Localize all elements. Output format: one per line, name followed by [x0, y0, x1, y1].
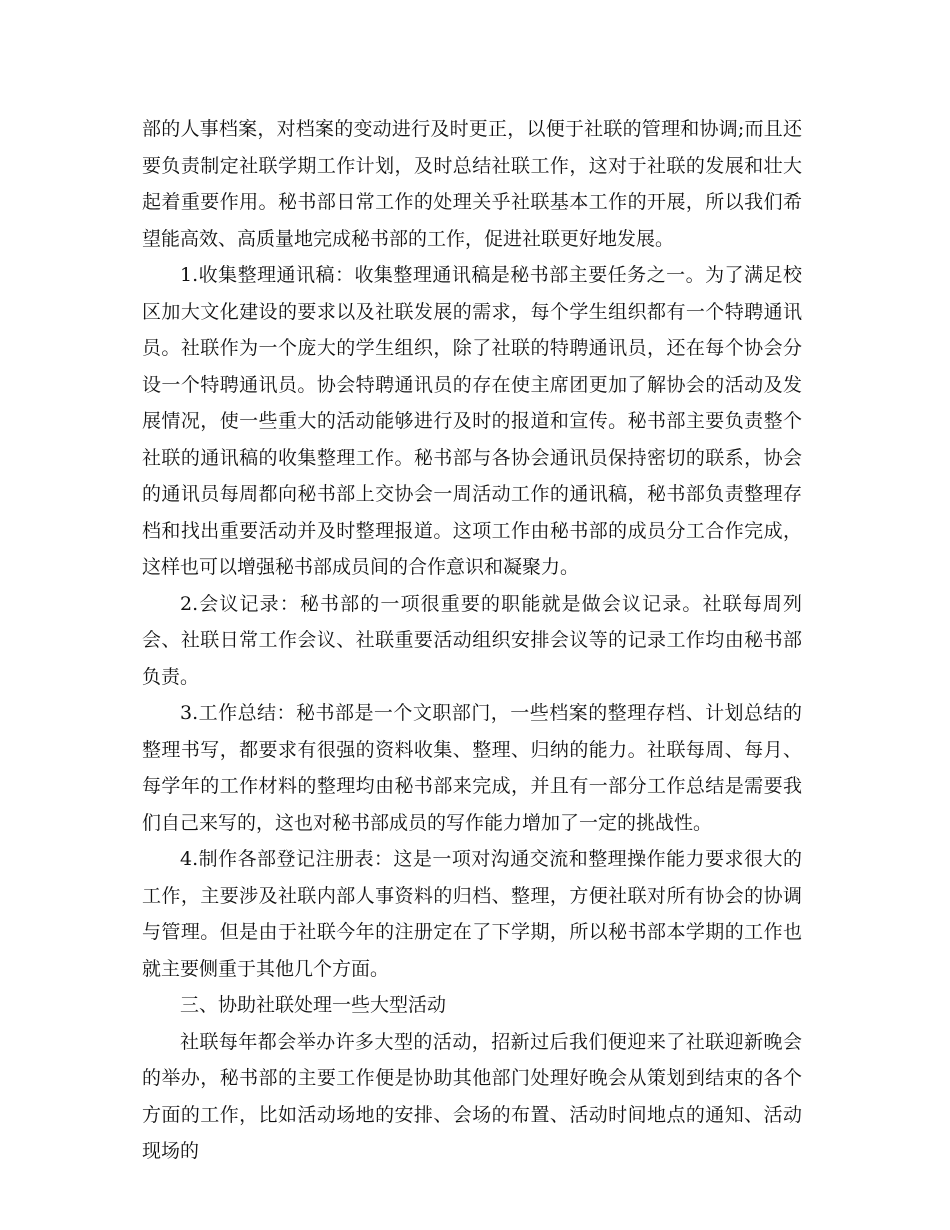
- paragraph-item-1: 1.收集整理通讯稿：收集整理通讯稿是秘书部主要任务之一。为了满足校区加大文化建设的要求以及社联发展的需求，每个学生组织都有一个特聘通讯员。社联作为一个庞大的学生组织，除了社联的特聘通讯员，还在每个协会分设一个特聘通讯员。协会特聘通讯员的存在使主席团更加了解协会的活动及发展情况，使一些重大的活动能够进行及时的报道和宣传。秘书部主要负责整个社联的通讯稿的收集整理工作。秘书部与各协会通讯员保持密切的联系，协会的通讯员每周都向秘书部上交协会一周活动工作的通讯稿，秘书部负责整理存档和找出重要活动并及时整理报道。这项工作由秘书部的成员分工合作完成，这样也可以增强秘书部成员间的合作意识和凝聚力。: [142, 264, 802, 578]
- paragraph-activities: 社联每年都会举办许多大型的活动，招新过后我们便迎来了社联迎新晚会的举办，秘书部的主要工作便是协助其他部门处理好晚会从策划到结束的各个方面的工作，比如活动场地的安排、会场的布置、活动时间地点的通知、活动现场的: [142, 1030, 802, 1162]
- section-heading: 三、协助社联处理一些大型活动: [180, 994, 447, 1016]
- paragraph-intro: 部的人事档案，对档案的变动进行及时更正，以便于社联的管理和协调;而且还要负责制定社联学期工作计划，及时总结社联工作，这对于社联的发展和壮大起着重要作用。秘书部日常工作的处理关乎社联基本工作的开展，所以我们希望能高效、高质量地完成秘书部的工作，促进社联更好地发展。: [142, 118, 802, 250]
- paragraph-item-2: 2.会议记录：秘书部的一项很重要的职能就是做会议记录。社联每周列会、社联日常工作会议、社联重要活动组织安排会议等的记录工作均由秘书部负责。: [142, 592, 802, 688]
- paragraph-item-4: 4.制作各部登记注册表：这是一项对沟通交流和整理操作能力要求很大的工作，主要涉及社联内部人事资料的归档、整理，方便社联对所有协会的协调与管理。但是由于社联今年的注册定在了下学期，所以秘书部本学期的工作也就主要侧重于其他几个方面。: [142, 848, 802, 980]
- document-body: [142, 111, 802, 1170]
- paragraph-item-3: 3.工作总结：秘书部是一个文职部门，一些档案的整理存档、计划总结的整理书写，都要求有很强的资料收集、整理、归纳的能力。社联每周、每月、每学年的工作材料的整理均由秘书部来完成，并且有一部分工作总结是需要我们自己来写的，这也对秘书部成员的写作能力增加了一定的挑战性。: [142, 702, 802, 834]
